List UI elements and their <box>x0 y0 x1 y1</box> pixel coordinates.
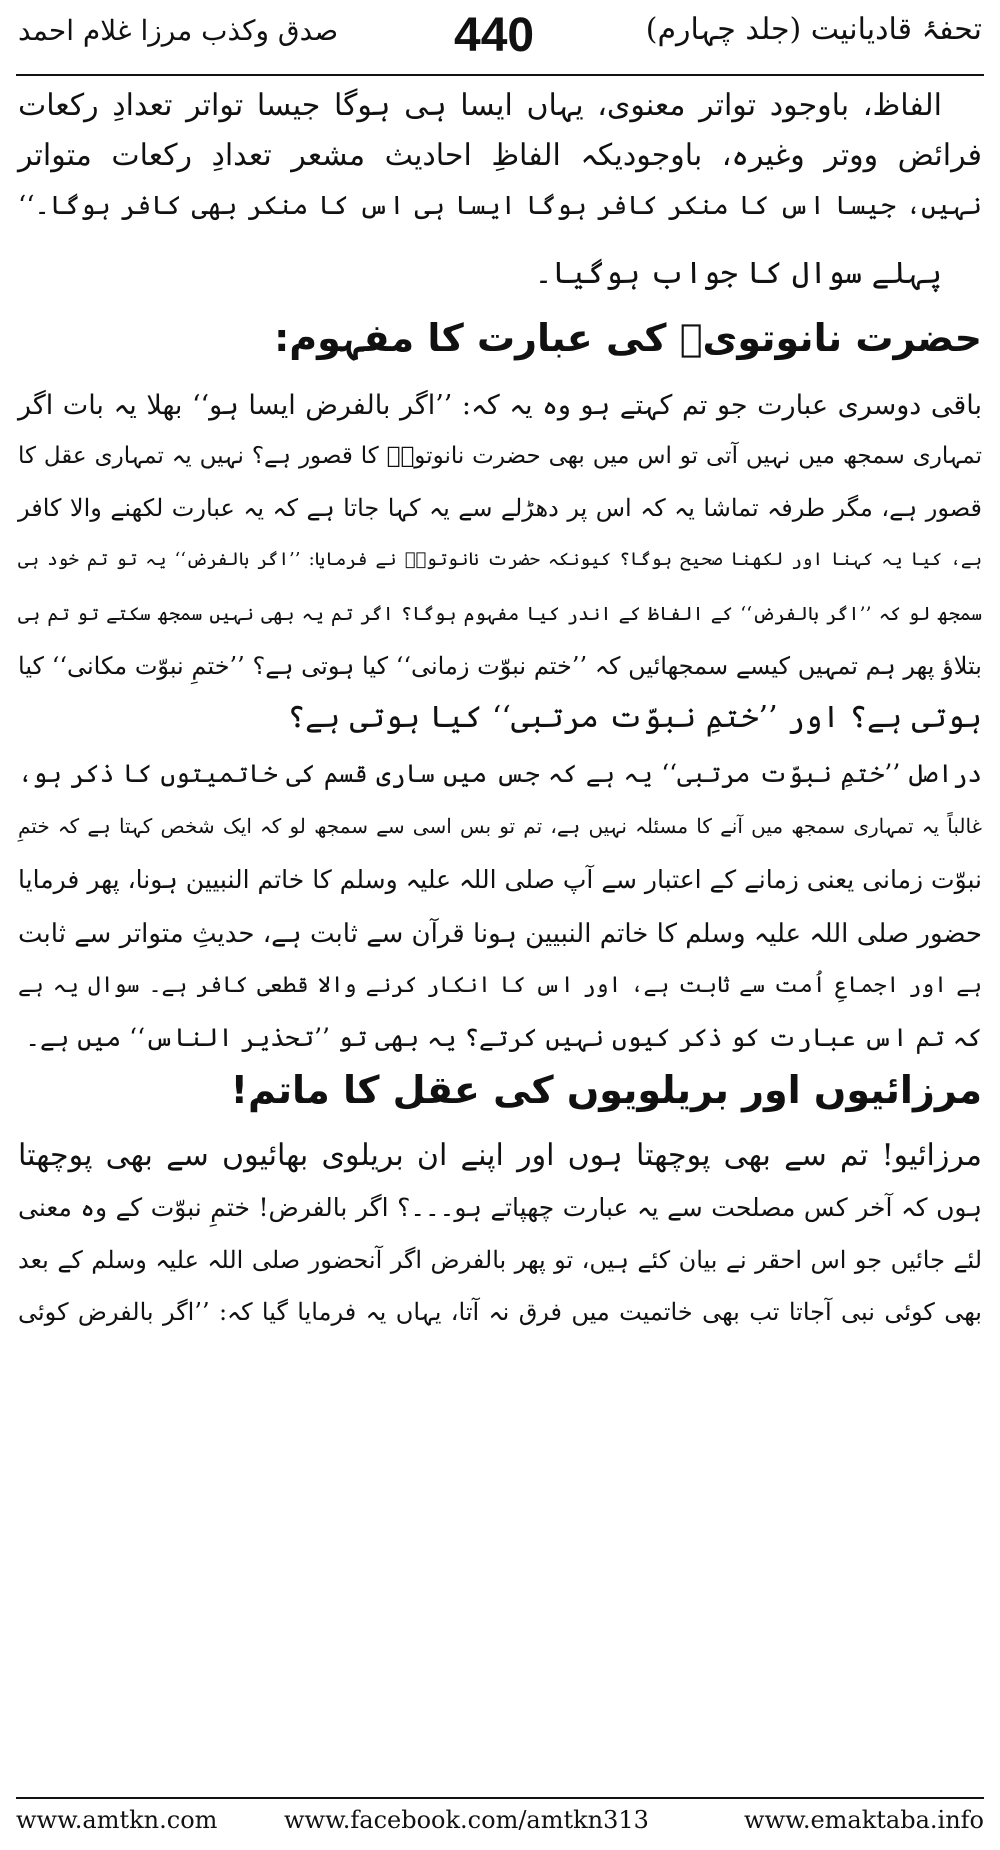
text-line: تمہاری سمجھ میں نہیں آتی تو اس میں بھی حضرت نانوتویؒ کا قصور ہے؟ نہیں یہ تمہاری عقل کا <box>18 443 982 469</box>
text-line: فرائض ووتر وغیرہ، باوجودیکہ الفاظِ احادیث مشعر تعدادِ رکعات متواتر <box>18 138 982 173</box>
text-line: باقی دوسری عبارت جو تم کہتے ہو وہ یہ کہ: ’’اگر بالفرض ایسا ہو‘‘ بھلا یہ بات اگر <box>18 390 982 421</box>
text-line: نبوّت زمانی یعنی زمانے کے اعتبار سے آپ صلی اللہ علیہ وسلم کا خاتم النبیین ہونا، پھر فرمایا <box>18 865 982 894</box>
text-line: غالباً یہ تمہاری سمجھ میں آنے کا مسئلہ نہیں ہے، تم تو بس اسی سے سمجھ لو کہ ایک شخص کہتا ہے کہ ختمِ <box>18 814 982 838</box>
footer-link-emaktaba[interactable]: www.emaktaba.info <box>744 1806 984 1834</box>
text-line: الفاظ، باوجود تواتر معنوی، یہاں ایسا ہی ہوگا جیسا تواتر تعدادِ رکعات <box>18 88 942 123</box>
section-title: صدق وکذب مرزا غلام احمد <box>18 14 339 47</box>
text-line: ہے اور اجماعِ اُمت سے ثابت ہے، اور اس کا انکار کرنے والا قطعی کافر ہے۔ سوال یہ ہے <box>18 973 982 998</box>
page-footer <box>16 1806 984 1842</box>
text-line: کہ تم اس عبارت کو ذکر کیوں نہیں کرتے؟ یہ بھی تو ’’تحذیر الناس‘‘ میں ہے۔ <box>25 1023 982 1052</box>
text-line: پہلے سوال کا جواب ہوگیا۔ <box>534 256 942 291</box>
text-line: ہوں کہ آخر کس مصلحت سے یہ عبارت چھپاتے ہو۔۔۔؟ اگر بالفرض! ختمِ نبوّت کے وہ معنی <box>18 1193 982 1222</box>
text-line: حضور صلی اللہ علیہ وسلم کا خاتم النبیین ہونا قرآن سے ثابت ہے، حدیثِ متواتر سے ثابت <box>18 919 982 949</box>
text-line: دراصل ’’ختمِ نبوّت مرتبی‘‘ یہ ہے کہ جس میں ساری قسم کی خاتمیتوں کا ذکر ہو، <box>18 759 982 788</box>
section-heading: حضرت نانوتویؒ کی عبارت کا مفہوم: <box>274 316 982 360</box>
footer-link-amtkn[interactable]: www.amtkn.com <box>16 1806 218 1834</box>
text-line: نہیں، جیسا اس کا منکر کافر ہوگا ایسا ہی اس کا منکر بھی کافر ہوگا۔‘‘ <box>18 191 982 221</box>
footer-link-facebook[interactable]: www.facebook.com/amtkn313 <box>284 1806 649 1834</box>
page-body <box>18 86 982 1760</box>
text-line: سمجھ لو کہ ’’اگر بالفرض‘‘ کے الفاظ کے اندر کیا مفہوم ہوگا؟ اگر تم یہ بھی نہیں سمجھ سکتے تو تم ہی <box>18 603 982 625</box>
section-heading: مرزائیوں اور بریلویوں کی عقل کا ماتم! <box>230 1068 982 1112</box>
footer-divider <box>16 1797 984 1799</box>
book-title: تحفۂ قادیانیت (جلد چہارم) <box>645 12 982 47</box>
text-line: بتلاؤ پھر ہم تمہیں کیسے سمجھائیں کہ ’’ختم نبوّت زمانی‘‘ کیا ہوتی ہے؟ ’’ختمِ نبوّت مکانی‘‘ کیا <box>18 652 982 680</box>
text-line: قصور ہے، مگر طرفہ تماشا یہ کہ اس پر دھڑلے سے یہ کہا جاتا ہے کہ یہ عبارت لکھنے والا کافر <box>18 494 982 522</box>
text-line: ہوتی ہے؟ اور ’’ختمِ نبوّت مرتبی‘‘ کیا ہوتی ہے؟ <box>287 700 982 735</box>
text-line: بھی کوئی نبی آجاتا تب بھی خاتمیت میں فرق نہ آتا، یہاں یہ فرمایا گیا کہ: ’’اگر بالفرض کوئی <box>18 1298 982 1326</box>
text-line: مرزائیو! تم سے بھی پوچھتا ہوں اور اپنے ان بریلوی بھائیوں سے بھی پوچھتا <box>18 1138 982 1173</box>
page-number: 440 <box>454 9 535 62</box>
header-divider <box>16 74 984 76</box>
page-header <box>0 0 1000 80</box>
text-line: لئے جائیں جو اس احقر نے بیان کئے ہیں، تو پھر بالفرض اگر آنحضور صلی اللہ علیہ وسلم کے بعد <box>18 1246 983 1274</box>
text-line: ہے، کیا یہ کہنا اور لکھنا صحیح ہوگا؟ کیونکہ حضرت نانوتویؒ نے فرمایا: ’’اگر بالفرض‘‘ یہ تو تم خود ہی <box>18 549 982 570</box>
